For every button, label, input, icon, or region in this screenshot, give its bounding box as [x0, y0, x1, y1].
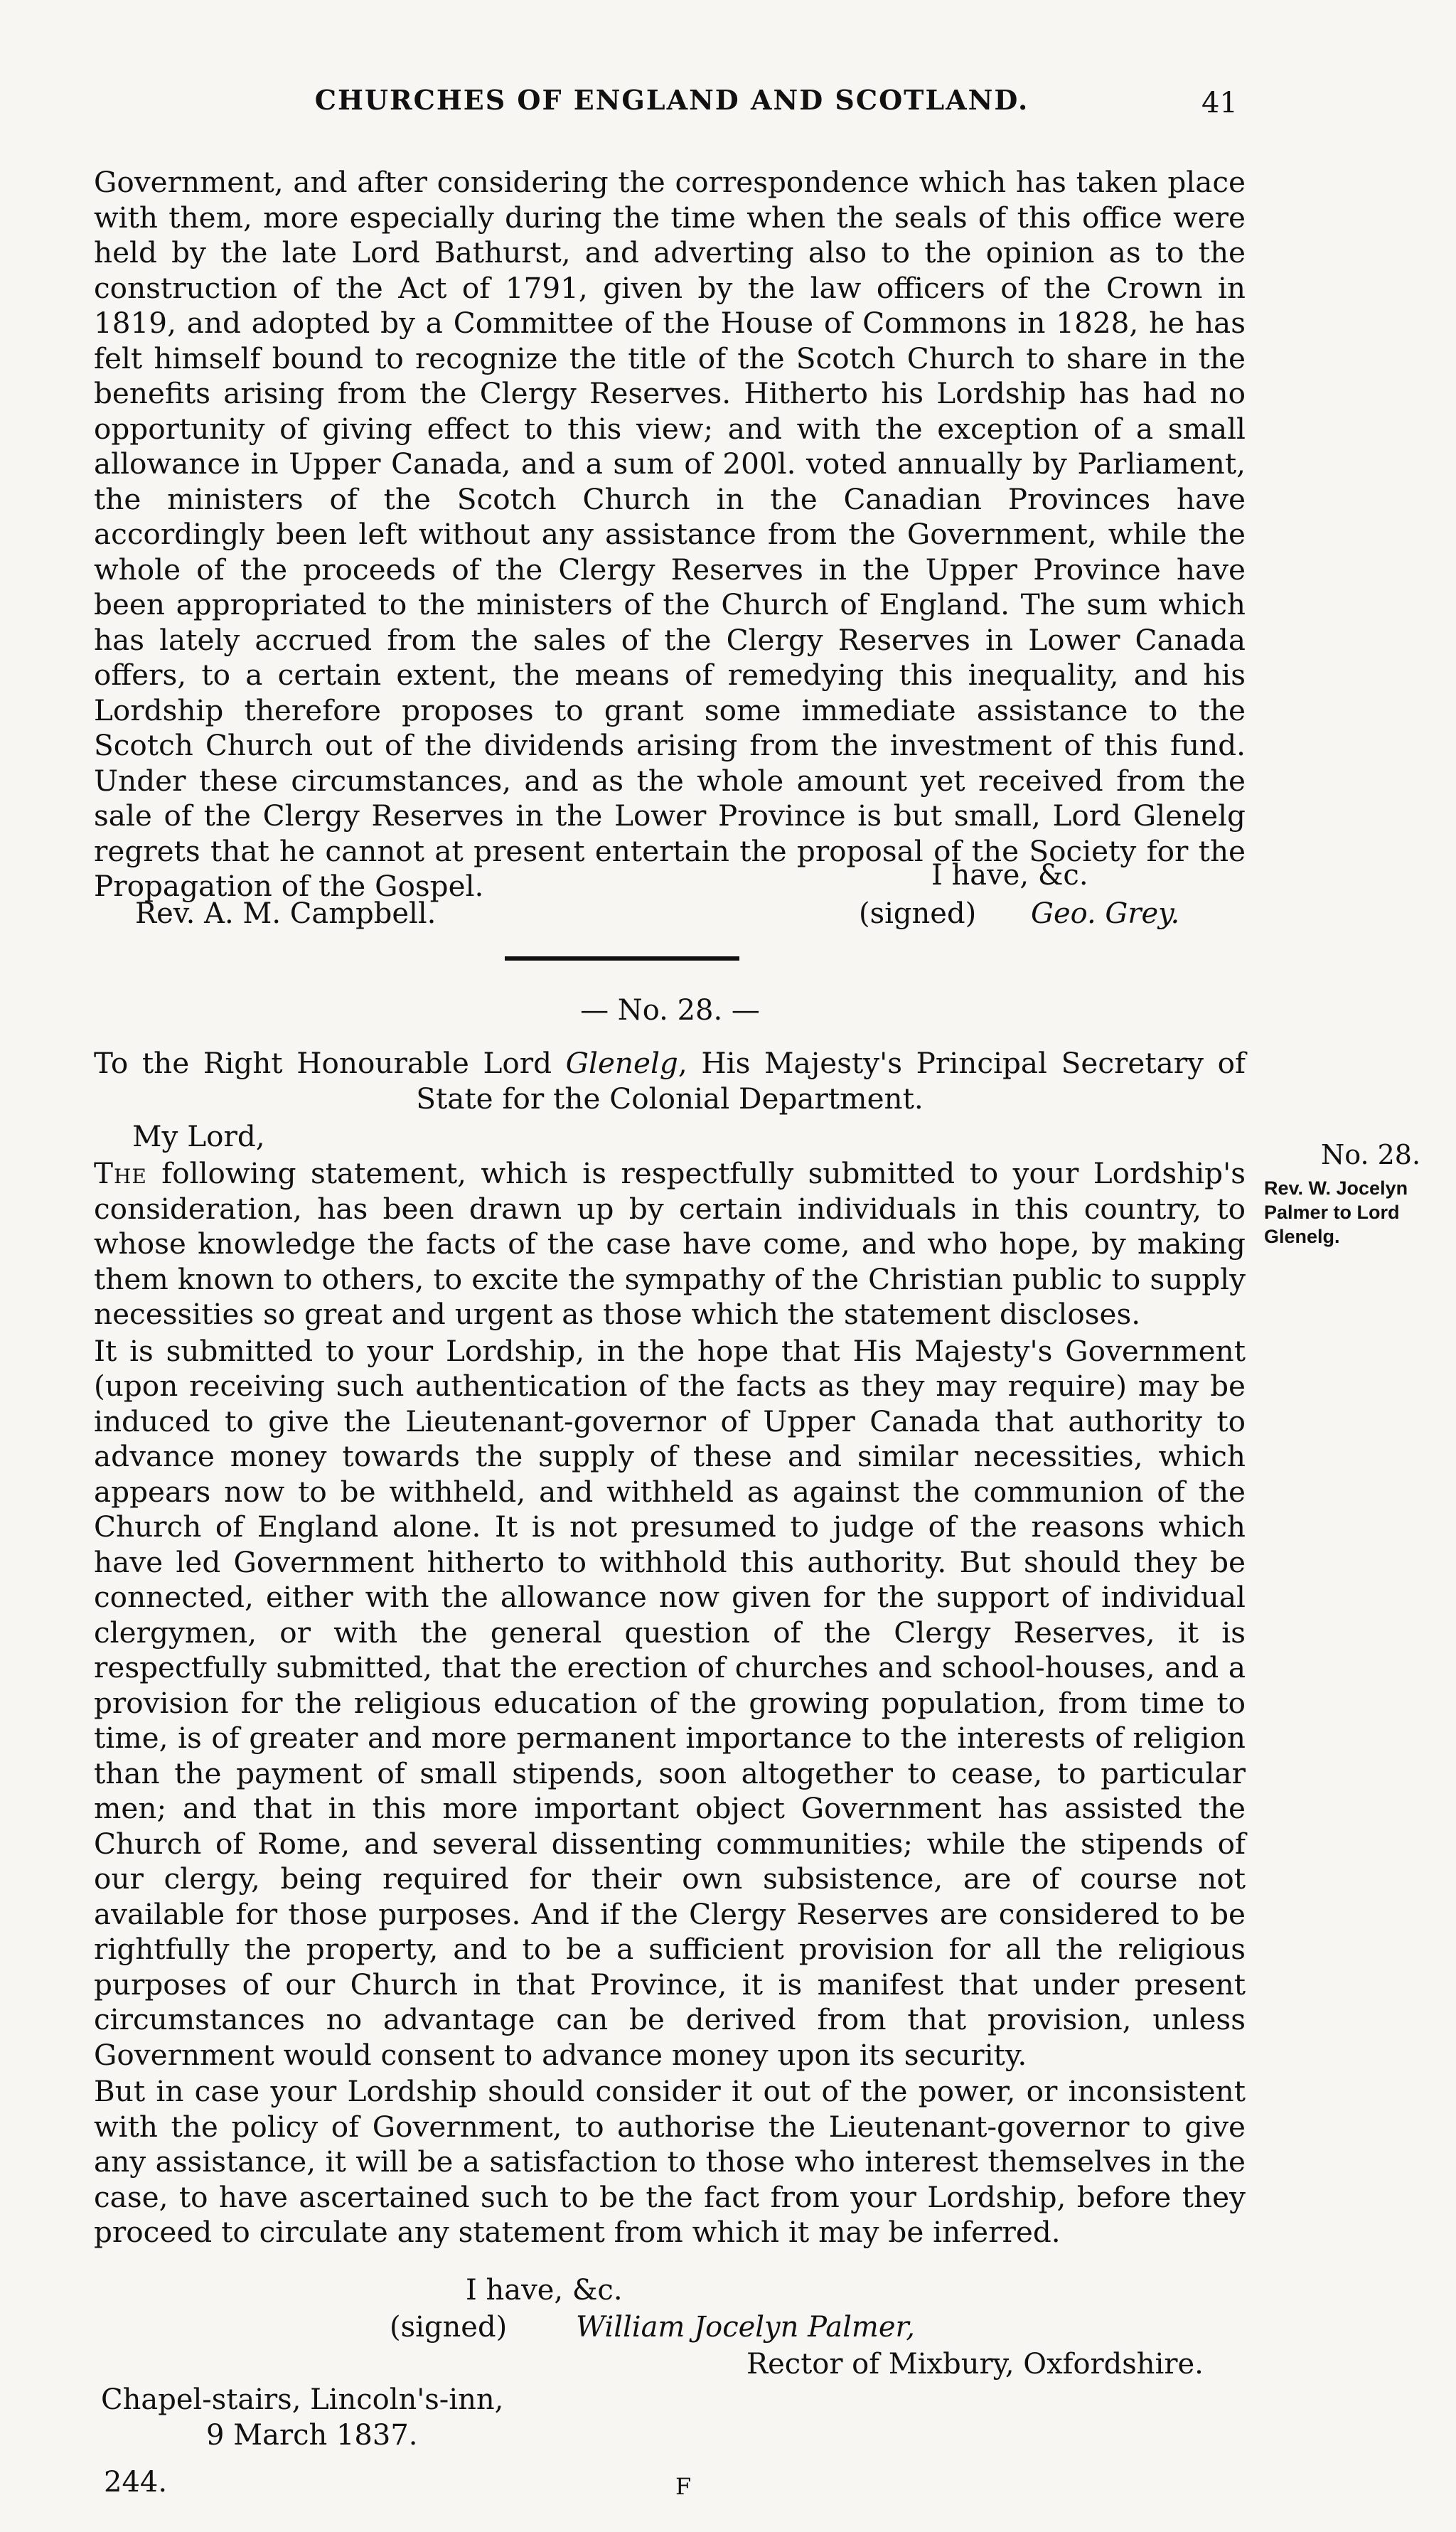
marginal-note-number: No. 28. — [1321, 1139, 1421, 1170]
document-number-heading: — No. 28. — — [580, 994, 760, 1027]
running-title: CHURCHES OF ENGLAND AND SCOTLAND. — [314, 84, 1029, 116]
letter-27-signed: (signed) — [859, 897, 977, 930]
letter-28-place: Chapel-stairs, Lincoln's-inn, — [101, 2383, 504, 2416]
letter-27-recipient: Rev. A. M. Campbell. — [135, 897, 437, 930]
address-line-1 — [94, 1045, 1246, 1081]
letter-28-title: Rector of Mixbury, Oxfordshire. — [746, 2348, 1204, 2381]
letter-28-body — [94, 1156, 1246, 2250]
letter-28-date: 9 March 1837. — [206, 2419, 418, 2452]
letter-28-signature: William Jocelyn Palmer, — [576, 2311, 915, 2344]
marginal-note — [1264, 1139, 1442, 1249]
sheet-number: 244. — [104, 2466, 168, 2499]
letter-27-paragraph: Government, and after considering the correspondence which has taken place with them, more especially during the time when the seals of this office were held by the late Lord Bathurst, and adverting also to the opinion as to the construction of the Act of 1791, given by the law officers of the Crown in 1819, and adopted by a Committee of the House of Commons in 1828, he has felt himself bound to recognize the title of the Scotch Church to share in the benefits arising from the Clergy Reserves. Hitherto his Lordship has had no opportunity of giving effect to this view; and with the exception of a small allowance in Upper Canada, and a sum of 200l. voted annually by Parliament, the ministers of the Scotch Church in the Canadian Provinces have accordingly been left without any assistance from the Government, while the whole of the proceeds of the Clergy Reserves in the Upper Province have been appropriated to the ministers of the Church of England. The sum which has lately accrued from the sales of the Clergy Reserves in Lower Canada offers, to a certain extent, the means of remedying this inequality, and his Lordship therefore proposes to grant some immediate assistance to the Scotch Church out of the dividends arising from the investment of this fund. Under these circumstances, and as the whole amount yet received from the sale of the Clergy Reserves in the Lower Province is but small, Lord Glenelg regrets that he cannot at present entertain the proposal of the Society for the Propagation of the Gospel. — [94, 165, 1246, 903]
letter-28-signed: (signed) — [390, 2311, 508, 2344]
address-line-2: State for the Colonial Department. — [416, 1081, 924, 1116]
letter-27-closing: I have, &c. — [931, 859, 1088, 892]
letter-28-address — [94, 1045, 1246, 1116]
paragraph-lead: The — [94, 1156, 147, 1190]
letter-28-paragraph-2: It is submitted to your Lordship, in the hope that His Majesty's Government (upon receiving such authentication of the facts as they may require) may be induced to give the Lieutenant-governor of Upper Canada that authority to advance money towards the supply of these and similar necessities, which appears now to be withheld, and withheld as against the communion of the Church of England alone. It is not presumed to judge of the reasons which have led Government hitherto to withhold this authority. But should they be connected, either with the allowance now given for the support of individual clergymen, or with the general question of the Clergy Reserves, it is respectfully submitted, that the erection of churches and school-houses, and a provision for the religious education of the growing population, from time to time, is of greater and more permanent importance to the interests of religion than the payment of small stipends, soon altogether to cease, to particular men; and that in this more important object Government has assisted the Church of Rome, and several dissenting communities; while the stipends of our clergy, being required for their own subsistence, are of course not available for those purposes. And if the Clergy Reserves are considered to be rightfully the property, and to be a sufficient provision for all the religious purposes of our Church in that Province, it is manifest that under present circumstances no advantage can be derived from that provision, unless Government would consent to advance money upon its security. — [94, 1333, 1246, 2072]
signature-mark: F — [675, 2473, 692, 2500]
letter-28-closing: I have, &c. — [466, 2274, 623, 2307]
address-prefix: To the Right Honourable Lord — [94, 1046, 552, 1080]
letter-28-paragraph-3: But in case your Lordship should consider it out of the power, or inconsistent with the policy of Government, to authorise the Lieutenant-governor to give any assistance, it will be a satisfaction to those who interest themselves in the case, to have ascertained such to be the fact from your Lordship, before they proceed to circulate any statement from which it may be inferred. — [94, 2074, 1246, 2249]
letter-27-signature: Geo. Grey. — [1031, 897, 1180, 930]
address-rest: , His Majesty's Principal Secretary of — [678, 1046, 1246, 1080]
letter-28-paragraph-1 — [94, 1156, 1246, 1332]
section-rule — [505, 956, 739, 961]
salutation: My Lord, — [132, 1119, 265, 1153]
letter-27-body — [94, 165, 1246, 904]
paragraph-1-text: following statement, which is respectfully submitted to your Lordship's consideration, has been drawn up by certain individuals in this country, to whose knowledge the facts of the case have come, and who hope, by making them known to others, to excite the sympathy of the Christian public to supply necessities so great and urgent as those which the statement discloses. — [94, 1156, 1246, 1331]
marginal-note-text: Rev. W. Jocelyn Palmer to Lord Glenelg. — [1264, 1177, 1408, 1247]
page-number: 41 — [1201, 87, 1238, 119]
address-recipient: Glenelg — [565, 1046, 678, 1080]
